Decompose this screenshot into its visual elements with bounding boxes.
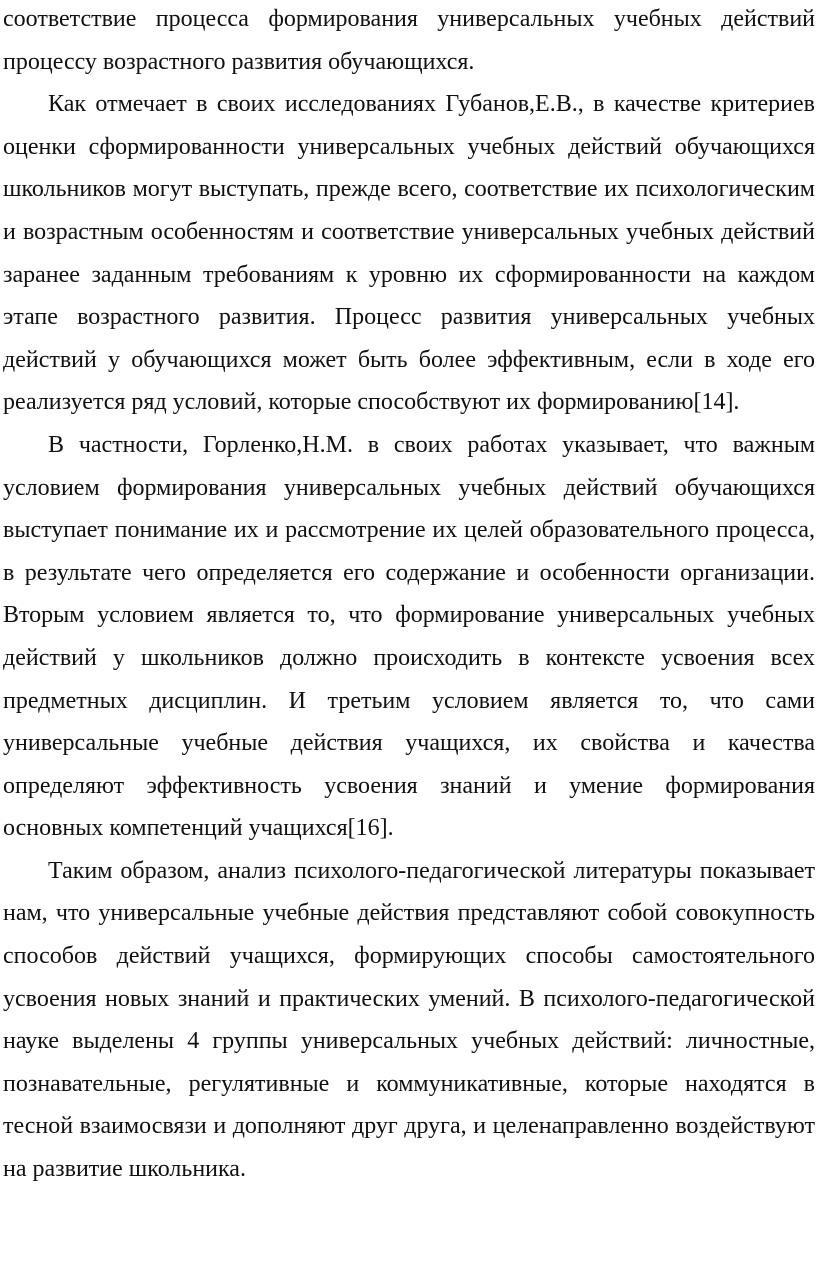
paragraph-gorlenko-conditions: В частности, Горленко,Н.М. в своих работах указывает, что важным условием формирования универсальных учебных действий обучающихся выступает понимание их и рассмотрение их целей образовательного процесса, в результате чего определяется его содержание и особенности организации. Вторым условием является то, что формирование универсальных учебных действий у школьников должно происходить в контексте усвоения всех предметных дисциплин. И третьим условием является то, что сами универсальные учебные действия учащихся, их свойства и качества определяют эффективность усвоения знаний и умение формирования основных компетенций учащихся[16].	[3, 431, 815, 842]
paragraph-continuation: соответствие процесса формирования универсальных учебных действий процессу возрастного развития обучающихся.	[3, 6, 815, 75]
paragraph-gubanov-criteria: Как отмечает в своих исследованиях Губанов,Е.В., в качестве критериев оценки сформированности универсальных учебных действий обучающихся школьников могут выступать, прежде всего, соответствие их психологическим и возрастным особенностям и соответствие универсальных учебных действий заранее заданным требованиям к уровню их сформированности на каждом этапе возрастного развития. Процесс развития универсальных учебных действий у обучающихся может быть более эффективным, если в ходе его реализуется ряд условий, которые способствуют их формированию[14].	[3, 91, 815, 416]
paragraph-conclusion: Таким образом, анализ психолого-педагогической литературы показывает нам, что универсальные учебные действия представляют собой совокупность способов действий учащихся, формирующих способы самостоятельного усвоения новых знаний и практических умений. В психолого-педагогической науке выделены 4 группы универсальных учебных действий: личностные, познавательные, регулятивные и коммуникативные, которые находятся в тесной взаимосвязи и дополняют друг друга, и целенаправленно воздействуют на развитие школьника.	[3, 857, 815, 1183]
